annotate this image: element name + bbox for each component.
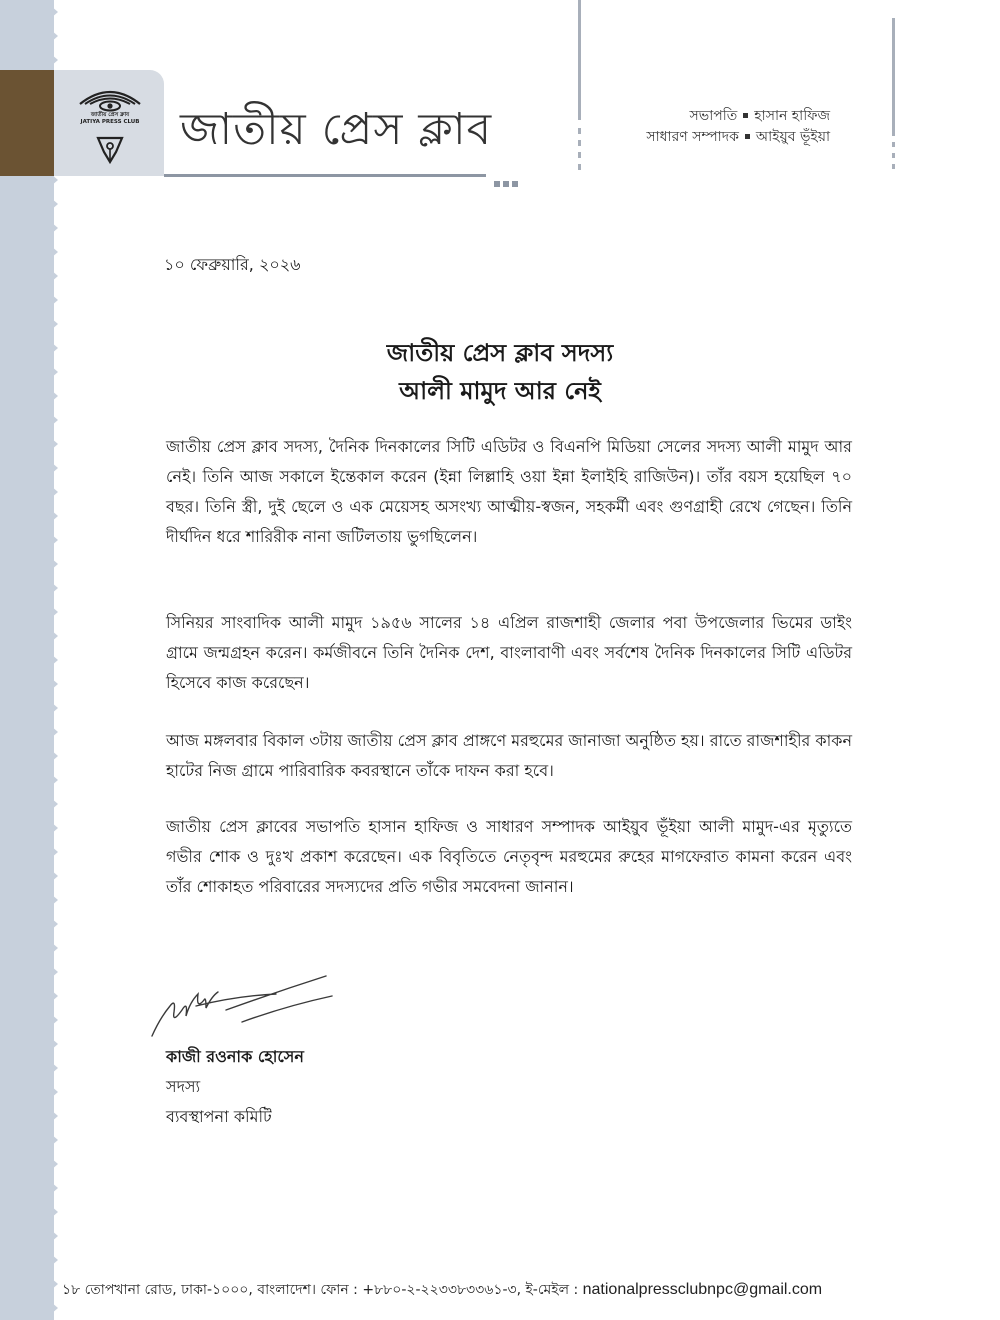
zigzag-edge: [44, 0, 60, 1320]
body-paragraph-2: সিনিয়র সাংবাদিক আলী মামুদ ১৯৫৬ সালের ১৪ এপ্রিল রাজশাহী জেলার পবা উপজেলার ভিমের ডাইং গ্রামে জন্মগ্রহন করেন। কর্মজীবনে তিনি দৈনিক দেশ, বাংলাবাণী এবং সর্বশেষ দৈনিক দিনকালের সিটি এডিটর হিসেবে কাজ করেছেন।: [166, 613, 852, 692]
signatory-block: [166, 1042, 304, 1132]
bullet-icon: [745, 134, 750, 139]
secretary-line: [646, 127, 830, 148]
secretary-name: আইয়ুব ভূঁইয়া: [755, 129, 830, 145]
header-rule-dots: [494, 172, 528, 178]
logo-caption-en: JATIYA PRESS CLUB: [80, 119, 140, 125]
body-paragraph-1: জাতীয় প্রেস ক্লাব সদস্য, দৈনিক দিনকালের সিটি এডিটর ও বিএনপি মিডিয়া সেলের সদস্য আলী মামুদ আর নেই। তিনি আজ সকালে ইন্তেকাল করেন (ইন্না লিল্লাহি ওয়া ইন্না ইলাইহি রাজিউন)। তাঁর বয়স হয়েছিল ৭০ বছর। তিনি স্ত্রী, দুই ছেলে ও এক মেয়েসহ অসংখ্য আত্মীয়-স্বজন, সহকর্মী এবং গুণগ্রাহী রেখে গেছেন। তিনি দীর্ঘদিন ধরে শারিরীক নানা জটিলতায় ভুগছিলেন।: [166, 437, 852, 546]
letter-date: ১০ ফেব্রুয়ারি, ২০২৬: [164, 255, 301, 274]
president-line: [646, 106, 830, 127]
body-paragraph-3: আজ মঙ্গলবার বিকাল ৩টায় জাতীয় প্রেস ক্লাব প্রাঙ্গণে মরহুমের জানাজা অনুষ্ঠিত হয়। রাতে রাজশাহীর কাকন হাটের নিজ গ্রামে পারিবারিক কবরস্থানে তাঁকে দাফন করা হবে।: [166, 731, 852, 780]
vertical-divider-dots: [578, 128, 581, 188]
vertical-divider: [578, 0, 581, 120]
club-name-title: জাতীয় প্রেস ক্লাব: [180, 104, 493, 155]
signatory-name: কাজী রওনাক হোসেন: [166, 1047, 304, 1066]
secretary-title: সাধারণ সম্পাদক: [646, 129, 739, 145]
footer-address: ১৮ তোপখানা রোড, ঢাকা-১০০০, বাংলাদেশ। ফোন : +৮৮০-২-২২৩৩৮৩৩৬১-৩, ই-মেইল :: [62, 1282, 583, 1298]
footer-email: nationalpressclubnpc@gmail.com: [582, 1281, 823, 1298]
vertical-divider: [892, 18, 895, 136]
signatory-committee: ব্যবস্থাপনা কমিটি: [166, 1107, 272, 1126]
president-name: হাসান হাফিজ: [754, 108, 830, 124]
vertical-divider-dots: [892, 142, 895, 182]
body-paragraph-4: জাতীয় প্রেস ক্লাবের সভাপতি হাসান হাফিজ ও সাধারণ সম্পাদক আইয়ুব ভূঁইয়া আলী মামুদ-এর মৃত্যুতে গভীর শোক ও দুঃখ প্রকাশ করেছেন। এক বিবৃতিতে নেতৃবৃন্দ মরহুমের রুহের মাগফেরাত কামনা করেন এবং তাঁর শোকাহত পরিবারের সদস্যদের প্রতি গভীর সমবেদনা জানান।: [166, 817, 852, 896]
footer-contact: [62, 1278, 822, 1302]
president-title: সভাপতি: [689, 108, 738, 124]
header-rule: [164, 174, 486, 177]
signatory-role: সদস্য: [166, 1077, 201, 1096]
logo-caption-bn: জাতীয় প্রেস ক্লাব: [90, 112, 130, 118]
headline-line-2: আলী মামুদ আর নেই: [399, 377, 601, 405]
headline-line-1: জাতীয় প্রেস ক্লাব সদস্য: [386, 339, 614, 367]
officers-block: [646, 106, 830, 148]
brown-accent-block: [0, 70, 54, 176]
logo-caption: [78, 112, 142, 126]
bullet-icon: [743, 113, 748, 118]
handwritten-signature: [146, 966, 346, 1046]
headline: [0, 334, 1000, 410]
